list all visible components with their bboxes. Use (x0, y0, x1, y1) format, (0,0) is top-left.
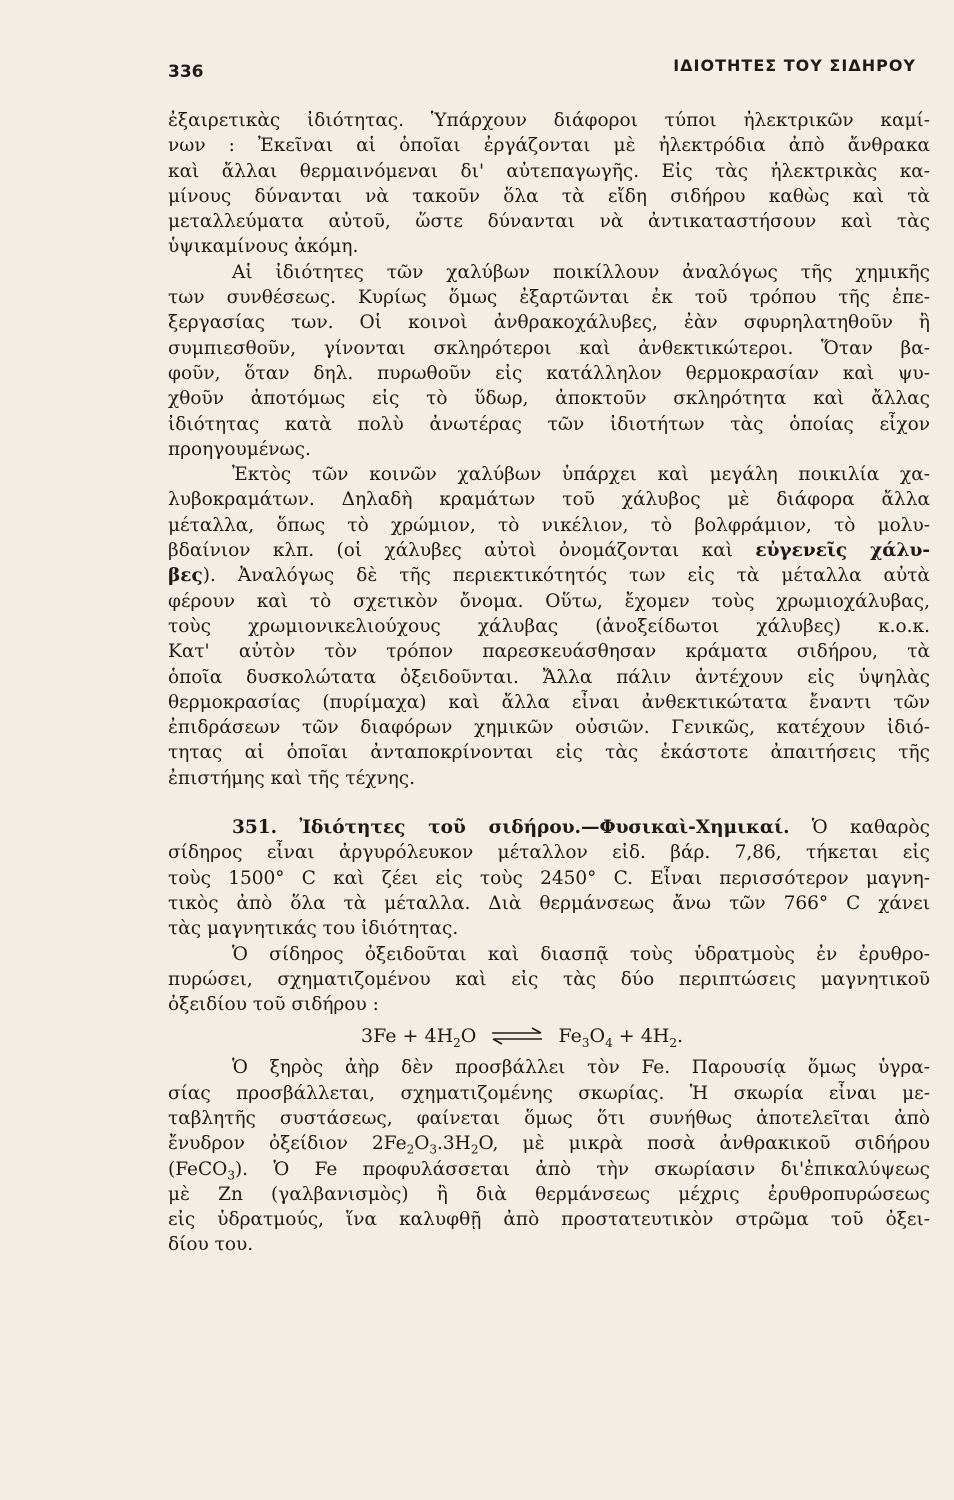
text-segment: βδαίνιον κλπ. (οἱ χάλυβες αὐτοὶ ὀνομάζονται καὶ (168, 540, 756, 562)
text-line: σίδηρος εἶναι ἀργυρόλευκον μέταλλον εἰδ. βάρ. 7,86, τήκεται εἰς (168, 842, 930, 864)
subscript: 2 (453, 1036, 461, 1051)
text-line: ἐπιστήμης καὶ τῆς τέχνης. (168, 767, 415, 789)
text-segment: ἔνυδρον ὀξείδιον 2Fe (168, 1133, 407, 1155)
text-line (168, 538, 930, 563)
text-line (168, 563, 930, 588)
text-segment: (FeCO (168, 1158, 228, 1180)
text-line: Αἱ ἰδιότητες τῶν χαλύβων ποικίλλουν ἀναλόγως τῆς χημικῆς (232, 261, 930, 283)
text-line: μίνους δύνανται νὰ τακοῦν ὅλα τὰ εἴδη σιδήρου καθὼς καὶ τὰ (168, 185, 930, 207)
text-line (168, 1131, 930, 1156)
text-line: τὰς μαγνητικάς του ἰδιότητας. (168, 918, 459, 940)
text-line: Ὁ σίδηρος ὀξειδοῦται καὶ διασπᾷ τοὺς ὑδρατμοὺς ἐν ἐρυθρο- (232, 943, 930, 965)
text-line: σίας προσβάλλεται, σχηματιζομένης σκωρίας. Ἡ σκωρία εἶναι με- (168, 1082, 930, 1104)
text-line: τοὺς 1500° C καὶ ζέει εἰς τοὺς 2450° C. Εἶναι περισσότερον μαγνη- (168, 867, 930, 889)
paragraph-electric-furnaces (168, 108, 930, 260)
text-line: καὶ ἄλλαι θερμαινόμεναι δι' αὐτεπαγωγῆς. Εἰς τὰς ἠλεκτρικὰς κα- (168, 160, 930, 182)
section-heading-line (168, 815, 930, 840)
subscript: 2 (669, 1036, 678, 1051)
body-text (168, 108, 930, 1258)
paragraph-steel-alloys (168, 462, 930, 791)
text-segment: O, μὲ μικρὰ ποσὰ ἀνθρακικοῦ σιδήρου (478, 1133, 930, 1155)
page-number: 336 (168, 62, 204, 82)
text-line: λυβοκραμάτων. Δηλαδὴ κραμάτων τοῦ χάλυβος μὲ διάφορα ἄλλα (168, 489, 930, 511)
text-line: συμπιεσθοῦν, γίνονται σκληρότεροι καὶ ἀνθεκτικώτεροι. Ὅταν βα- (168, 337, 930, 359)
chemical-equation (168, 1017, 930, 1055)
text-line: εἰς ὑδρατμούς, ἵνα καλυφθῇ ἀπὸ προστατευτικὸν στρῶμα τοῦ ὀξει- (168, 1209, 930, 1231)
text-segment: Ὁ καθαρὸς (811, 817, 930, 839)
equation-text: 3Fe + 4H (361, 1025, 454, 1048)
section-spacer (168, 791, 930, 815)
text-segment: ). Ὁ Fe προφυλάσσεται ἀπὸ τὴν σκωρίασιν δι'ἐπικαλύψεως (234, 1158, 930, 1180)
section-351 (168, 815, 930, 941)
running-title: ΙΔΙΟΤΗΤΕΣ ΤΟΥ ΣΙΔΗΡΟΥ (673, 56, 916, 75)
text-line: μὲ Zn (γαλβανισμὸς) ἢ διὰ θερμάνσεως μέχρις ἐρυθροπυρώσεως (168, 1183, 930, 1205)
text-line: δίου του. (168, 1234, 254, 1256)
text-line: ὀξειδίου τοῦ σιδήρου : (168, 994, 379, 1016)
text-line: χθοῦν ἀποτόμως εἰς τὸ ὕδωρ, ἀποκτοῦν σκληρότητα καὶ ἄλλας (168, 388, 930, 410)
equation-text: . (677, 1025, 684, 1048)
page-header (168, 56, 916, 86)
text-line: θερμοκρασίας (πυρίμαχα) καὶ ἄλλα εἶναι ἀνθεκτικώτατα ἔναντι τῶν (168, 691, 930, 713)
text-line: νων : Ἐκεῖναι αἱ ὁποῖαι ἐργάζονται μὲ ἠλεκτρόδια ἀπὸ ἄνθρακα (168, 135, 930, 157)
text-line: πυρώσει, σχηματιζομένου καὶ εἰς τὰς δύο περιπτώσεις μαγνητικοῦ (168, 968, 930, 990)
text-line: των συνθέσεως. Κυρίως ὅμως ἐξαρτῶνται ἐκ τοῦ τρόπου τῆς ἐπε- (168, 287, 930, 309)
text-line: τητας αἱ ὁποῖαι ἀνταποκρίνονται εἰς τὰς ἑκάστοτε ἀπαιτήσεις τῆς (168, 742, 930, 764)
text-line: Κατ' αὐτὸν τὸν τρόπον παρεσκευάσθησαν κράματα σιδήρου, τὰ (168, 641, 930, 663)
text-line: ἐξαιρετικὰς ἰδιότητας. Ὑπάρχουν διάφοροι τύποι ἠλεκτρικῶν καμί- (168, 110, 930, 131)
text-line (168, 1157, 930, 1182)
text-line: Ὁ ξηρὸς ἀὴρ δὲν προσβάλλει τὸν Fe. Παρουσίᾳ ὅμως ὑγρα- (232, 1057, 930, 1079)
text-line: ἐπιδράσεων τῶν διαφόρων χημικῶν οὐσιῶν. Γενικῶς, κατέχουν ἰδιό- (168, 717, 930, 739)
section-title: Ἰδιότητες τοῦ σιδήρου.—Φυσικαὶ-Χημικαί. (299, 817, 790, 839)
equation-text: O (460, 1025, 477, 1048)
text-line: ἰδιότητας κατὰ πολὺ ἀνωτέρας τῶν ἰδιοτήτων τὰς ὁποίας εἶχον (168, 413, 930, 435)
paragraph-steel-properties (168, 260, 930, 462)
equation-text: Fe (558, 1025, 582, 1048)
equation-products (558, 1025, 684, 1051)
text-line: ὁποῖα δυσκολώτατα ὀξειδοῦνται. Ἄλλα πάλιν ἀντέχουν εἰς ὑψηλὰς (168, 666, 930, 688)
paragraph-oxidation (168, 942, 930, 1018)
subscript: 2 (470, 1142, 479, 1157)
text-line: μεταλλεύματα αὐτοῦ, ὥστε δύνανται νὰ ἀντικαταστήσουν καὶ τὰς (168, 211, 930, 233)
equilibrium-arrows-icon (490, 1026, 544, 1046)
paragraph-rust (168, 1055, 930, 1257)
equation-reactants (361, 1025, 477, 1051)
text-segment: ). Ἀναλόγως δὲ τῆς περιεκτικότητός των εἰς τὰ μέταλλα αὐτὰ (202, 565, 930, 587)
text-line: τοὺς χρωμιονικελιούχους χάλυβας (ἀνοξείδωτοι χάλυβες) κ.ο.κ. (168, 615, 930, 637)
text-segment: O (414, 1133, 430, 1155)
subscript: 3 (429, 1142, 438, 1157)
subscript: 3 (581, 1036, 590, 1051)
text-line: ταβλητῆς συστάσεως, φαίνεται ὅμως ὅτι συνήθως ἀποτελεῖται ἀπὸ (168, 1107, 930, 1129)
text-line: φοῦν, ὅταν δηλ. πυρωθοῦν εἰς κατάλληλον θερμοκρασίαν καὶ ψυ- (168, 362, 930, 384)
text-line: φέρουν καὶ τὸ σχετικὸν ὄνομα. Οὕτω, ἔχομεν τοὺς χρωμιοχάλυβας, (168, 590, 930, 612)
emphasized-term: εὐγενεῖς χάλυ- (755, 540, 930, 562)
emphasized-term: βες (168, 565, 203, 587)
text-line: Ἐκτὸς τῶν κοινῶν χαλύβων ὑπάρχει καὶ μεγάλη ποικιλία χα- (232, 464, 930, 486)
equation-text: + 4H (612, 1025, 670, 1048)
equation-text: O (589, 1025, 606, 1048)
text-line: μέταλλα, ὅπως τὸ χρώμιον, τὸ νικέλιον, τὸ βολφράμιον, τὸ μολυ- (168, 514, 930, 536)
text-segment: .3H (437, 1133, 471, 1155)
subscript: 4 (605, 1036, 613, 1051)
text-line: προηγουμένως. (168, 438, 311, 460)
section-number: 351. (232, 817, 278, 839)
text-line: ξεργασίας των. Οἱ κοινοὶ ἀνθρακοχάλυβες, ἐὰν σφυρηλατηθοῦν ἢ (168, 312, 930, 334)
text-line: τικὸς ἀπὸ ὅλα τὰ μέταλλα. Διὰ θερμάνσεως ἄνω τῶν 766° C χάνει (168, 892, 930, 914)
subscript: 3 (227, 1168, 235, 1182)
subscript: 2 (406, 1142, 415, 1157)
text-line: ὑψικαμίνους ἀκόμη. (168, 236, 359, 258)
